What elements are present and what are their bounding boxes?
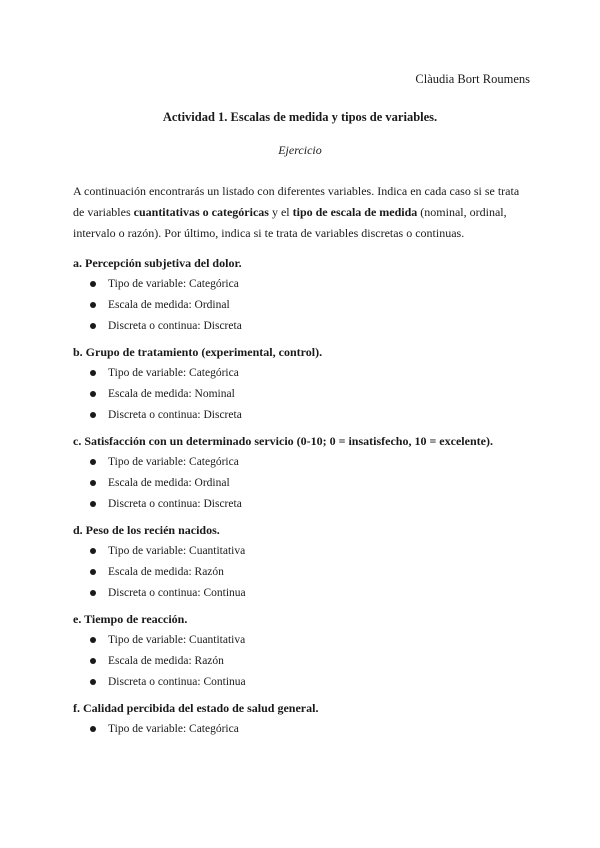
bullet-icon bbox=[90, 281, 96, 287]
author-name: Clàudia Bort Roumens bbox=[415, 72, 530, 86]
list-item bbox=[73, 585, 533, 601]
item-text: Tipo de variable: Categórica bbox=[108, 367, 239, 379]
section-list bbox=[73, 632, 533, 690]
document-subtitle: Ejercicio bbox=[278, 143, 322, 157]
bullet-icon bbox=[90, 569, 96, 575]
exercise-sections bbox=[73, 255, 533, 747]
bullet-icon bbox=[90, 501, 96, 507]
list-item bbox=[73, 632, 533, 648]
section-title: f. Calidad percibida del estado de salud general. bbox=[73, 701, 319, 715]
bullet-icon bbox=[90, 370, 96, 376]
bullet-icon bbox=[90, 726, 96, 732]
bullet-icon bbox=[90, 480, 96, 486]
section-title: d. Peso de los recién nacidos. bbox=[73, 523, 220, 537]
bullet-icon bbox=[90, 323, 96, 329]
section-title: b. Grupo de tratamiento (experimental, control). bbox=[73, 345, 323, 359]
section-a bbox=[73, 255, 533, 334]
item-text: Discreta o continua: Discreta bbox=[108, 409, 242, 421]
item-text: Discreta o continua: Discreta bbox=[108, 498, 242, 510]
list-item bbox=[73, 496, 533, 512]
list-item bbox=[73, 276, 533, 292]
item-text: Tipo de variable: Categórica bbox=[108, 723, 239, 735]
item-text: Escala de medida: Nominal bbox=[108, 388, 235, 400]
list-item bbox=[73, 407, 533, 423]
intro-text-3: (nominal, ordinal, intervalo o razón). Por último, indica si te trata de variables discretas o continuas. bbox=[73, 205, 507, 240]
list-item bbox=[73, 653, 533, 669]
item-text: Escala de medida: Razón bbox=[108, 566, 224, 578]
list-item bbox=[73, 318, 533, 334]
section-title: a. Percepción subjetiva del dolor. bbox=[73, 256, 242, 270]
list-item bbox=[73, 386, 533, 402]
section-title: c. Satisfacción con un determinado servicio (0-10; 0 = insatisfecho, 10 = excelente). bbox=[73, 434, 493, 448]
section-f bbox=[73, 700, 533, 737]
list-item bbox=[73, 674, 533, 690]
bullet-icon bbox=[90, 679, 96, 685]
bullet-icon bbox=[90, 459, 96, 465]
bullet-icon bbox=[90, 548, 96, 554]
list-item bbox=[73, 365, 533, 381]
bullet-icon bbox=[90, 658, 96, 664]
bullet-icon bbox=[90, 412, 96, 418]
list-item bbox=[73, 543, 533, 559]
section-e bbox=[73, 611, 533, 690]
section-list bbox=[73, 276, 533, 334]
list-item bbox=[73, 475, 533, 491]
item-text: Tipo de variable: Cuantitativa bbox=[108, 545, 246, 557]
section-title: e. Tiempo de reacción. bbox=[73, 612, 188, 626]
item-text: Discreta o continua: Discreta bbox=[108, 320, 242, 332]
item-text: Tipo de variable: Categórica bbox=[108, 278, 239, 290]
item-text: Escala de medida: Ordinal bbox=[108, 299, 230, 311]
item-text: Tipo de variable: Cuantitativa bbox=[108, 634, 246, 646]
intro-paragraph bbox=[73, 181, 529, 244]
section-c bbox=[73, 433, 533, 512]
intro-text-2: y el bbox=[268, 205, 293, 219]
item-text: Discreta o continua: Continua bbox=[108, 587, 246, 599]
item-text: Tipo de variable: Categórica bbox=[108, 456, 239, 468]
bullet-icon bbox=[90, 590, 96, 596]
list-item bbox=[73, 564, 533, 580]
section-list bbox=[73, 721, 533, 737]
list-item bbox=[73, 721, 533, 737]
item-text: Escala de medida: Razón bbox=[108, 655, 224, 667]
bullet-icon bbox=[90, 637, 96, 643]
section-list bbox=[73, 543, 533, 601]
list-item bbox=[73, 297, 533, 313]
bullet-icon bbox=[90, 391, 96, 397]
intro-bold-2: tipo de escala de medida bbox=[292, 205, 418, 219]
list-item bbox=[73, 454, 533, 470]
document-title: Actividad 1. Escalas de medida y tipos de variables. bbox=[162, 110, 438, 124]
section-list bbox=[73, 365, 533, 423]
section-b bbox=[73, 344, 533, 423]
item-text: Discreta o continua: Continua bbox=[108, 676, 246, 688]
intro-text-1: A continuación encontrarás un listado con diferentes variables. Indica en cada caso si se trata de variables bbox=[73, 184, 520, 219]
item-text: Escala de medida: Ordinal bbox=[108, 477, 230, 489]
bullet-icon bbox=[90, 302, 96, 308]
section-d bbox=[73, 522, 533, 601]
section-list bbox=[73, 454, 533, 512]
intro-bold-1: cuantitativas o categóricas bbox=[133, 205, 269, 219]
